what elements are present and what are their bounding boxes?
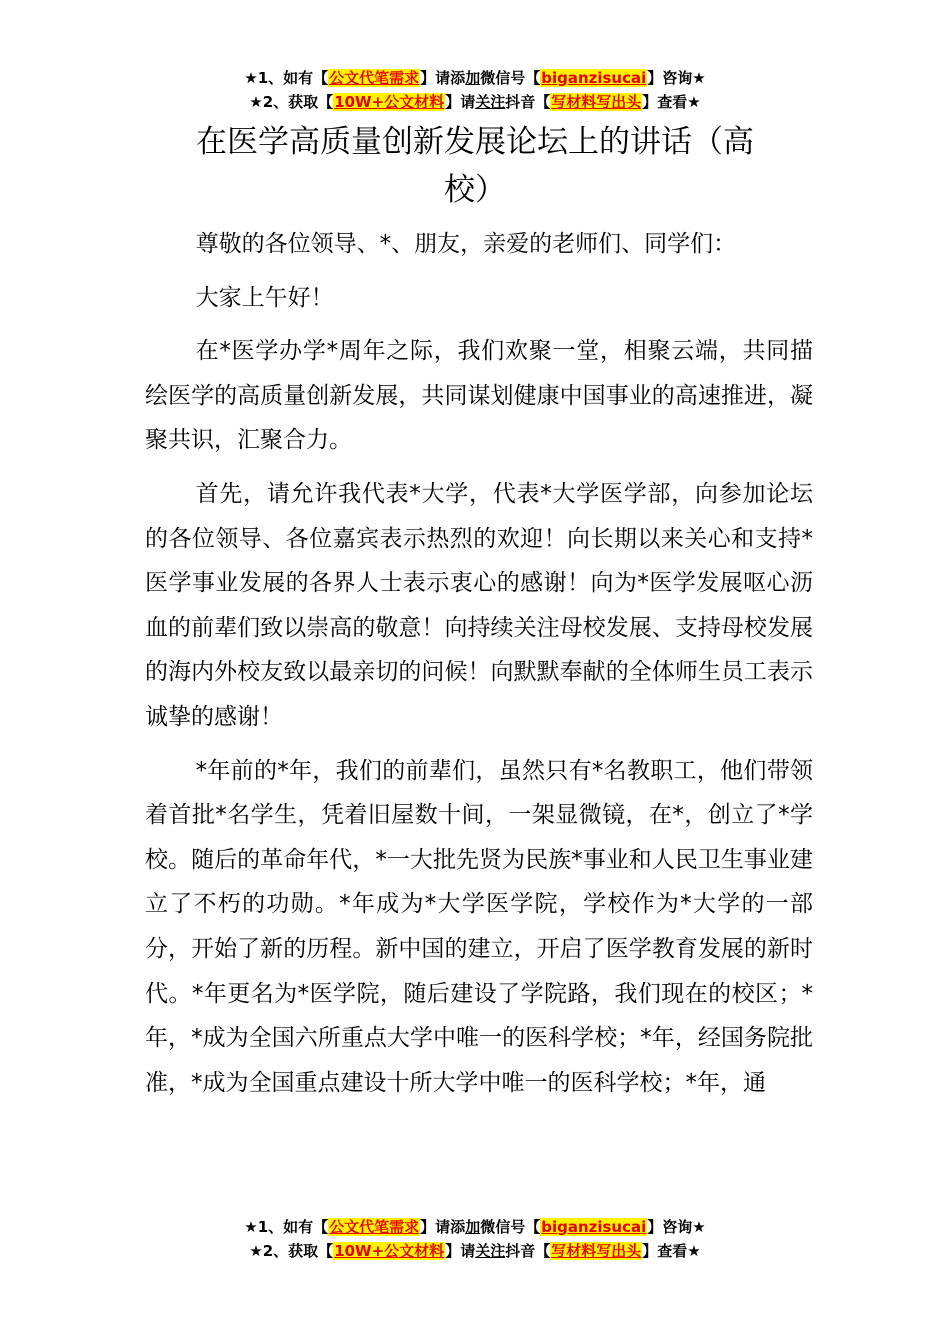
banner-text: 】查看★ (642, 93, 701, 111)
banner-highlight-materials: 10W+公文材料 (334, 1242, 445, 1260)
banner-highlight-douyin: 写材料写出头 (551, 93, 642, 111)
salutation-paragraph: 尊敬的各位领导、*、朋友，亲爱的老师们、同学们： (195, 231, 737, 257)
banner-text: ★2、获取【 (249, 93, 334, 111)
banner-underline: 加 (465, 69, 481, 87)
banner-line-1 (0, 1215, 950, 1239)
banner-text: 抖音【 (505, 93, 551, 111)
banner-underline: 关注 (475, 93, 506, 111)
document-title (145, 118, 805, 214)
banner-text: 】请添 (420, 1218, 466, 1236)
banner-text: 微信号【 (480, 1218, 541, 1236)
banner-text: 】咨询★ (647, 1218, 706, 1236)
top-banner (0, 66, 950, 114)
body-paragraph: *年前的*年，我们的前辈们，虽然只有*名教职工，他们带领着首批*名学生，凭着旧屋数十间，一架显微镜，在*，创立了*学校。随后的革命年代，*一大批先贤为民族*事业和人民卫生事业建立了不朽的功勋。*年成为*大学医学院，学校作为*大学的一部分，开始了新的历程。新中国的建立，开启了医学教育发展的新时代。*年更名为*医学院，随后建设了学院路，我们现在的校区；*年，*成为全国六所重点大学中唯一的医科学校；*年，经国务院批准，*成为全国重点建设十所大学中唯一的医科学校；*年，通 (145, 757, 813, 1096)
banner-text: 】查看★ (642, 1242, 701, 1260)
body-paragraph: 首先，请允许我代表*大学，代表*大学医学部，向参加论坛的各位领导、各位嘉宾表示热烈的欢迎！向长期以来关心和支持*医学事业发展的各界人士表示衷心的感谢！向为*医学发展呕心沥血的前辈们致以崇高的敬意！向持续关注母校发展、支持母校发展的海内外校友致以最亲切的问候！向默默奉献的全体师生员工表示诚挚的感谢！ (145, 480, 813, 730)
banner-text: 】请 (445, 93, 476, 111)
banner-highlight-wechat: biganzisucai (541, 1218, 647, 1236)
title-line-2: 校） (444, 172, 506, 208)
banner-underline: 关注 (475, 1242, 506, 1260)
banner-highlight-douyin: 写材料写出头 (551, 1242, 642, 1260)
body-paragraph: 在*医学办学*周年之际，我们欢聚一堂，相聚云端，共同描绘医学的高质量创新发展，共同谋划健康中国事业的高速推进，凝聚共识，汇聚合力。 (145, 338, 813, 454)
banner-highlight-service: 公文代笔需求 (329, 69, 420, 87)
banner-text: 抖音【 (505, 1242, 551, 1260)
title-line-1: 在医学高质量创新发展论坛上的讲话（高 (196, 124, 754, 160)
banner-text: ★1、如有【 (244, 69, 329, 87)
banner-text: 】请添 (420, 69, 466, 87)
banner-line-2 (0, 1239, 950, 1263)
greeting-paragraph: 大家上午好！ (195, 284, 334, 311)
banner-highlight-wechat: biganzisucai (541, 69, 647, 87)
banner-highlight-materials: 10W+公文材料 (334, 93, 445, 111)
banner-text: ★2、获取【 (249, 1242, 334, 1260)
banner-text: 】请 (445, 1242, 476, 1260)
banner-underline: 加 (465, 1218, 481, 1236)
banner-highlight-service: 公文代笔需求 (329, 1218, 420, 1236)
banner-text: 】咨询★ (647, 69, 706, 87)
bottom-banner (0, 1215, 950, 1263)
banner-line-2 (0, 90, 950, 114)
document-body (145, 222, 813, 1114)
banner-line-1 (0, 66, 950, 90)
banner-text: 微信号【 (480, 69, 541, 87)
banner-text: ★1、如有【 (244, 1218, 329, 1236)
